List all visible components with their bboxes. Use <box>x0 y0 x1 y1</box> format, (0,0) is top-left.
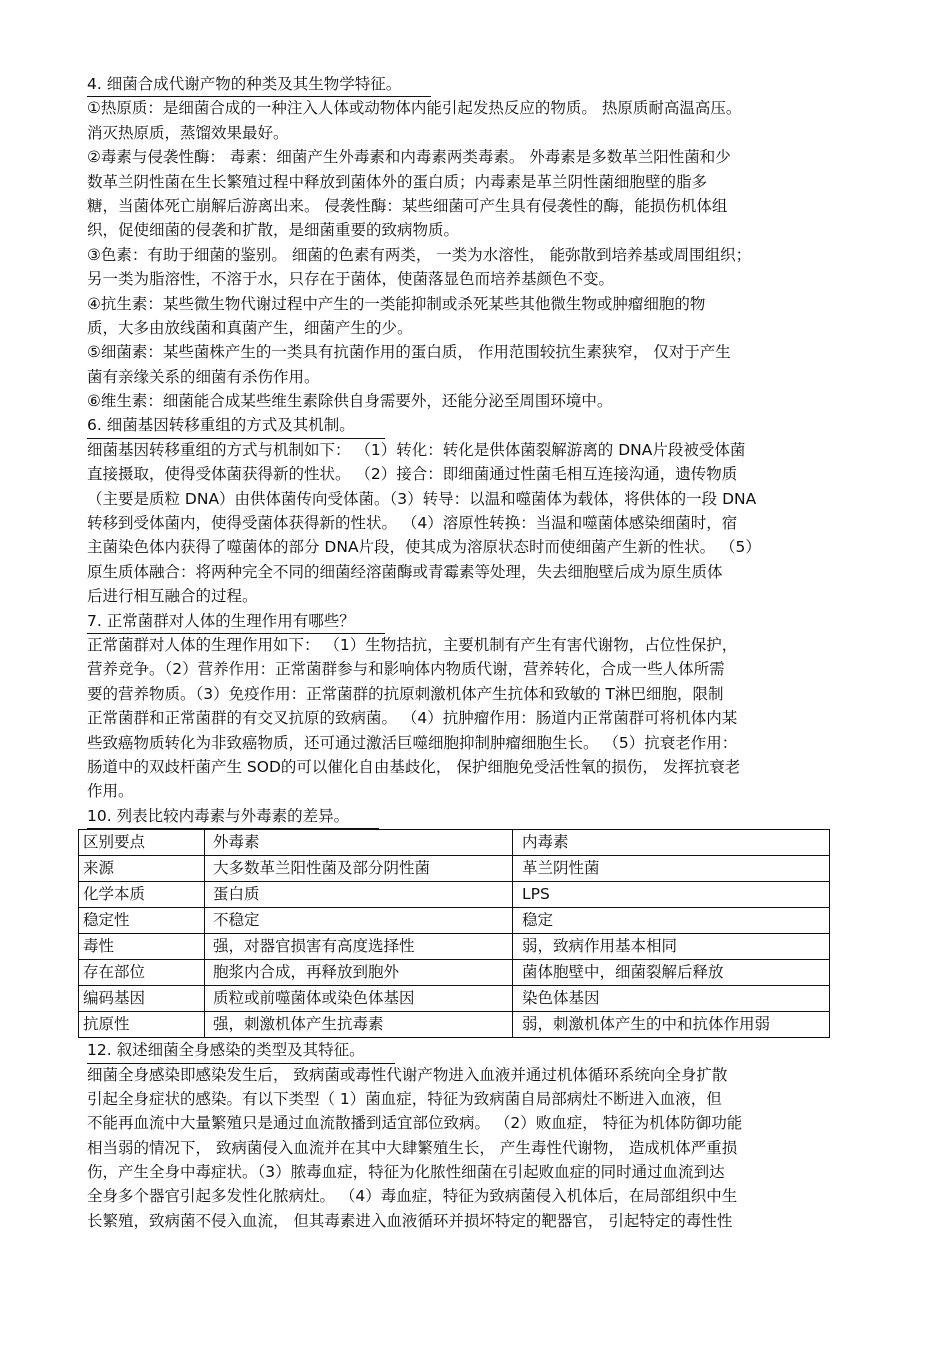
paragraph-line: 原生质体融合：将两种完全不同的细菌经溶菌酶或青霉素等处理，失去细胞壁后成为原生质体 <box>87 562 723 581</box>
section-heading-4: 4. 细菌合成代谢产物的种类及其生物学特征。 <box>87 72 431 97</box>
paragraph-line: 些致癌物质转化为非致癌物质，还可通过激活巨噬细胞抑制肿瘤细胞生长。 （5）抗衰老作用： <box>87 733 738 752</box>
paragraph-line: 另一类为脂溶性，不溶于水，只存在于菌体，使菌落显色而培养基颜色不变。 <box>87 270 615 289</box>
paragraph-line: 数革兰阴性菌在生长繁殖过程中释放到菌体外的蛋白质；内毒素是革兰阴性菌细胞壁的脂多 <box>87 172 708 191</box>
table-cell: 稳定 <box>513 908 830 934</box>
table-cell: 弱，致病作用基本相同 <box>513 934 830 960</box>
paragraph-line: 后进行相互融合的过程。 <box>87 587 258 606</box>
table-cell: 强，刺激机体产生抗毒素 <box>205 1012 513 1038</box>
section-heading-10: 10. 列表比较内毒素与外毒素的差异。 <box>87 804 379 829</box>
document-page <box>83 72 877 1233</box>
paragraph-line: 细菌全身感染即感染发生后， 致病菌或毒性代谢产物进入血液并通过机体循环系统向全身扩散 <box>87 1065 728 1084</box>
paragraph-line: 细菌基因转移重组的方式与机制如下： （1）转化：转化是供体菌裂解游离的 DNA片段被受体菌 <box>87 440 746 459</box>
paragraph-line: 全身多个器官引起多发性化脓病灶。 （4）毒血症，特征为致病菌侵入机体后，在局部组织中生 <box>87 1187 738 1206</box>
paragraph-line: 作用。 <box>87 782 134 801</box>
table-cell: 染色体基因 <box>513 986 830 1012</box>
table-row <box>79 908 830 934</box>
table-cell: 抗原性 <box>79 1012 205 1038</box>
table-cell: 质粒或前噬菌体或染色体基因 <box>205 986 513 1012</box>
paragraph-line: 织，促使细菌的侵袭和扩散，是细菌重要的致病物质。 <box>87 221 460 240</box>
table-row <box>79 986 830 1012</box>
paragraph-line: 正常菌群和正常菌群的有交叉抗原的致病菌。 （4）抗肿瘤作用：肠道内正常菌群可将机体内某 <box>87 709 738 728</box>
paragraph-line: 肠道中的双歧杆菌产生 SOD的可以催化自由基歧化， 保护细胞免受活性氧的损伤， 发挥抗衰老 <box>87 757 741 776</box>
paragraph-line: 正常菌群对人体的生理作用如下： （1）生物拮抗，主要机制有产生有害代谢物，占位性保护， <box>87 635 738 654</box>
paragraph-line: ①热原质：是细菌合成的一种注入人体或动物体内能引起发热反应的物质。 热原质耐高温高压。 <box>87 99 742 118</box>
paragraph-line: ②毒素与侵袭性酶： 毒素：细菌产生外毒素和内毒素两类毒素。 外毒素是多数革兰阳性菌和少 <box>87 148 731 167</box>
table-row <box>79 1012 830 1038</box>
table-cell: 化学本质 <box>79 882 205 908</box>
table-row <box>79 934 830 960</box>
table-cell: 不稳定 <box>205 908 513 934</box>
table-cell: 毒性 <box>79 934 205 960</box>
table-cell: 菌体胞壁中，细菌裂解后释放 <box>513 960 830 986</box>
paragraph-line: 营养竞争。（2）营养作用：正常菌群参与和影响体内物质代谢，营养转化，合成一些人体所需 <box>87 660 725 679</box>
table-cell: 稳定性 <box>79 908 205 934</box>
paragraph-line: 消灭热原质，蒸馏效果最好。 <box>87 123 289 142</box>
paragraph-line: （主要是质粒 DNA）由供体菌传向受体菌。（3）转导：以温和噬菌体为载体，将供体的一段 DNA <box>87 489 757 508</box>
table-cell: 蛋白质 <box>205 882 513 908</box>
paragraph-line: 相当弱的情况下， 致病菌侵入血流并在其中大肆繁殖生长， 产生毒性代谢物， 造成机体严重损 <box>87 1138 738 1157</box>
table-cell: 胞浆内合成，再释放到胞外 <box>205 960 513 986</box>
table-header-cell: 外毒素 <box>205 830 513 856</box>
table-cell: 弱，刺激机体产生的中和抗体作用弱 <box>513 1012 830 1038</box>
table-header-cell: 内毒素 <box>513 830 830 856</box>
table-cell: 强，对器官损害有高度选择性 <box>205 934 513 960</box>
table-header-row <box>79 830 830 856</box>
paragraph-line: 伤，产生全身中毒症状。（3）脓毒血症，特征为化脓性细菌在引起败血症的同时通过血流到达 <box>87 1163 725 1182</box>
section-heading-6: 6. 细菌基因转移重组的方式及其机制。 <box>87 413 385 438</box>
table-cell: 来源 <box>79 856 205 882</box>
paragraph-line: 要的营养物质。（3）免疫作用：正常菌群的抗原刺激机体产生抗体和致敏的 T淋巴细胞，限制 <box>87 684 724 703</box>
paragraph-line: 菌有亲缘关系的细菌有杀伤作用。 <box>87 367 320 386</box>
paragraph-line: 引起全身症状的感染。有以下类型（ 1）菌血症，特征为致病菌自局部病灶不断进入血液，但 <box>87 1089 722 1108</box>
paragraph-line: 糖，当菌体死亡崩解后游离出来。 侵袭性酶：某些细菌可产生具有侵袭性的酶，能损伤机体组 <box>87 196 728 215</box>
table-row <box>79 856 830 882</box>
toxin-comparison-table <box>78 829 830 1038</box>
paragraph-line: 长繁殖，致病菌不侵入血流， 但其毒素进入血液循环并损坏特定的靶器官， 引起特定的毒性性 <box>87 1211 733 1230</box>
table-cell: 编码基因 <box>79 986 205 1012</box>
paragraph-line: 不能再血流中大量繁殖只是通过血流散播到适宜部位致病。 （2）败血症， 特征为机体防御功能 <box>87 1114 743 1133</box>
paragraph-line: 转移到受体菌内，使得受菌体获得新的性状。 （4）溶原性转换：当温和噬菌体感染细菌时，宿 <box>87 514 738 533</box>
paragraph-line: 直接摄取，使得受体菌获得新的性状。 （2）接合：即细菌通过性菌毛相互连接沟通，遗传物质 <box>87 465 738 484</box>
table-cell: 大多数革兰阳性菌及部分阴性菌 <box>205 856 513 882</box>
table-cell: 存在部位 <box>79 960 205 986</box>
paragraph-line: ④抗生素：某些微生物代谢过程中产生的一类能抑制或杀死某些其他微生物或肿瘤细胞的物 <box>87 294 706 313</box>
table-row <box>79 960 830 986</box>
paragraph-line: ⑤细菌素：某些菌株产生的一类具有抗菌作用的蛋白质， 作用范围较抗生素狭窄， 仅对于产生 <box>87 343 731 362</box>
table-cell: LPS <box>513 882 830 908</box>
paragraph-line: ⑥维生素：细菌能合成某些维生素除供自身需要外，还能分泌至周围环境中。 <box>87 392 613 411</box>
table-row <box>79 882 830 908</box>
paragraph-line: 主菌染色体内获得了噬菌体的部分 DNA片段，使其成为溶原状态时而使细菌产生新的性状。 （5） <box>87 538 761 557</box>
table-header-cell: 区别要点 <box>79 830 205 856</box>
section-heading-7: 7. 正常菌群对人体的生理作用有哪些？ <box>87 609 385 634</box>
paragraph-line: 质，大多由放线菌和真菌产生，细菌产生的少。 <box>87 318 413 337</box>
section-heading-12: 12. 叙述细菌全身感染的类型及其特征。 <box>87 1038 395 1063</box>
paragraph-line: ③色素：有助于细菌的鉴别。 细菌的色素有两类， 一类为水溶性， 能弥散到培养基或周围组织； <box>87 245 752 264</box>
table-cell: 革兰阴性菌 <box>513 856 830 882</box>
